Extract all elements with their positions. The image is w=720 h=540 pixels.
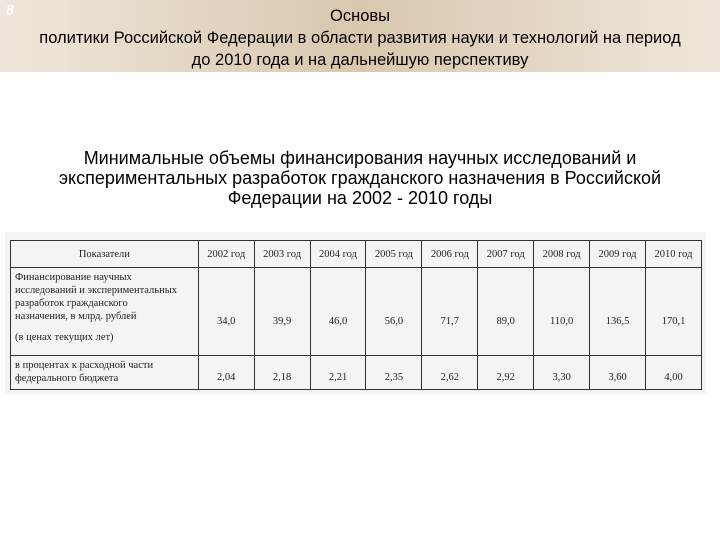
table-header-row (11, 241, 702, 268)
table-cell: 2,04 (198, 356, 254, 390)
caption-line-3: Федерации на 2002 - 2010 годы (227, 188, 493, 208)
header-year: 2006 год (422, 241, 478, 268)
table-row-funding (11, 268, 702, 356)
header-title-line-3: до 2010 года и на дальнейшую перспективу (191, 51, 529, 69)
table-cell: 110,0 (534, 268, 590, 356)
table-cell: 2,92 (478, 356, 534, 390)
table-cell: 2,35 (366, 356, 422, 390)
table-cell: 170,1 (646, 268, 702, 356)
header-indicator: Показатели (11, 241, 199, 268)
caption-line-1: Минимальные объемы финансирования научных исследований и (83, 148, 637, 168)
row-label-note: (в ценах текущих лет) (15, 332, 114, 343)
slide-number: 8 (6, 2, 14, 19)
table-cell: 2,18 (254, 356, 310, 390)
table-cell: 2,21 (310, 356, 366, 390)
table-cell: 2,62 (422, 356, 478, 390)
table-cell: 4,00 (646, 356, 702, 390)
slide-header (0, 0, 720, 72)
caption-line-2: экспериментальных разработок гражданского назначения в Российской (58, 168, 662, 188)
table-caption (0, 148, 720, 208)
header-year: 2003 год (254, 241, 310, 268)
header-year: 2005 год (366, 241, 422, 268)
header-year: 2007 год (478, 241, 534, 268)
table-cell: 46,0 (310, 268, 366, 356)
header-title-line-1: Основы (330, 7, 390, 25)
header-year: 2004 год (310, 241, 366, 268)
table-cell: 136,5 (590, 268, 646, 356)
table-row-budget-share (11, 356, 702, 390)
header-year: 2009 год (590, 241, 646, 268)
header-year: 2010 год (646, 241, 702, 268)
header-title-line-2: политики Российской Федерации в области развития науки и технологий на период (39, 29, 681, 47)
table-cell: 89,0 (478, 268, 534, 356)
table-cell: 71,7 (422, 268, 478, 356)
table-cell: 34,0 (198, 268, 254, 356)
table-cell: 3,30 (534, 356, 590, 390)
row-label-funding: Финансирование научных исследований и экспериментальных разработок гражданского назначения, в млрд. рублей (в ценах текущих лет) (11, 268, 199, 356)
funding-table (10, 240, 702, 390)
row-label-budget-share: в процентах к расходной части федерального бюджета (11, 356, 199, 390)
table-cell: 3,60 (590, 356, 646, 390)
table-cell: 39,9 (254, 268, 310, 356)
header-year: 2002 год (198, 241, 254, 268)
header-year: 2008 год (534, 241, 590, 268)
table-cell: 56,0 (366, 268, 422, 356)
